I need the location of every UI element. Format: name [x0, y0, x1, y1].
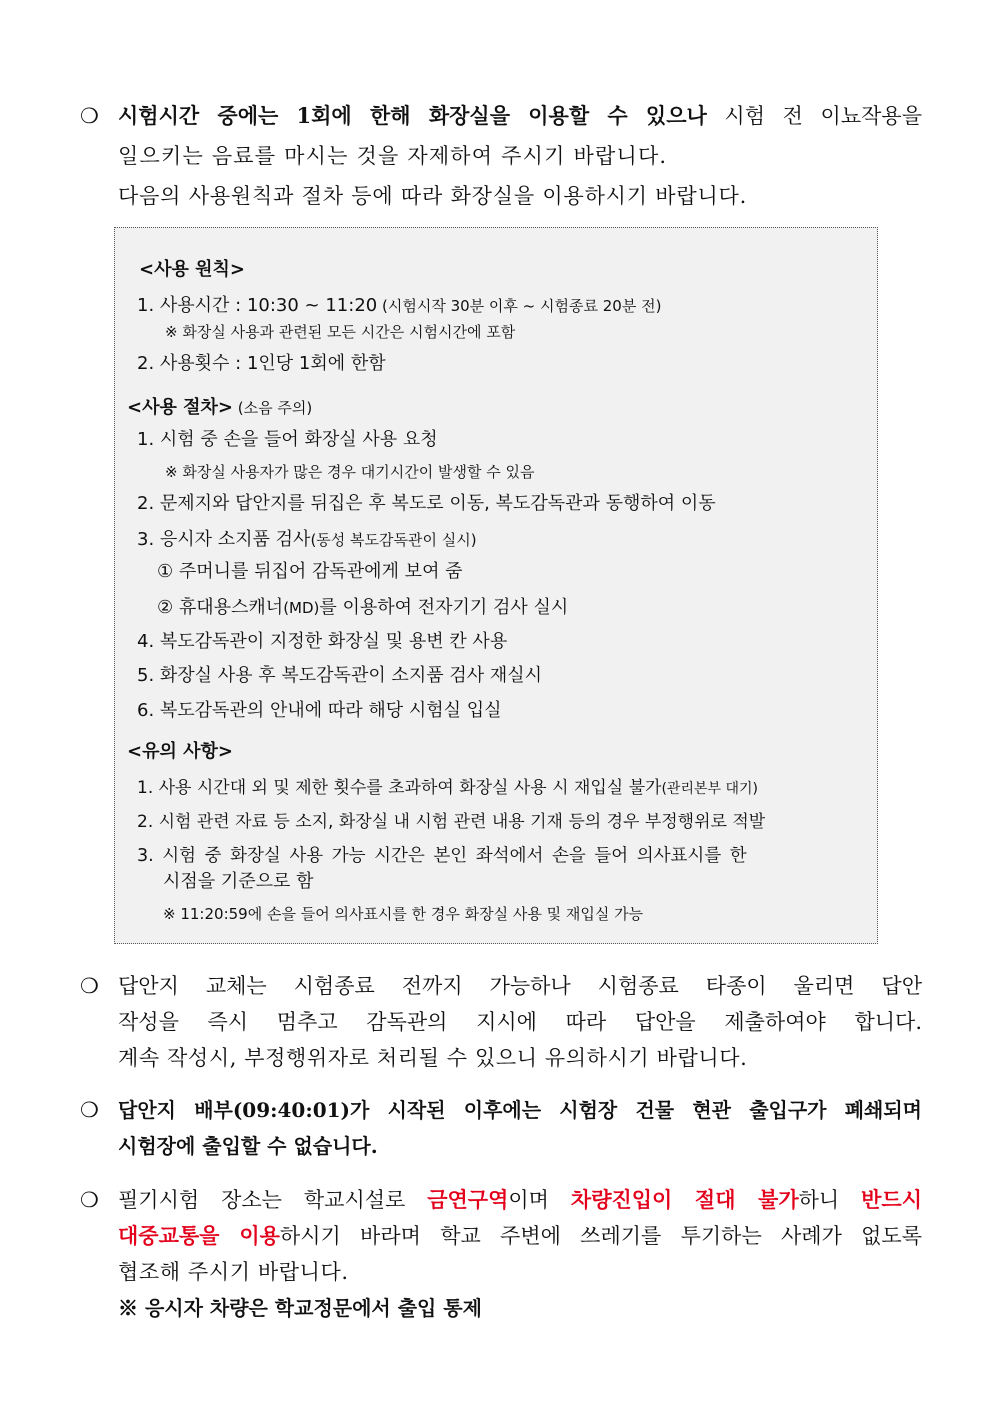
circle-bullet-icon: ❍: [80, 104, 99, 128]
procedure-item-3-main: 3. 응시자 소지품 검사: [137, 529, 311, 550]
restroom-notice-line-1-rest: 시험 전 이뇨작용을: [706, 104, 922, 128]
entrance-closure-section: [80, 1092, 922, 1168]
procedure-item-1-note: ※ 화장실 사용자가 많은 경우 대기시간이 발생할 수 있음: [165, 463, 535, 481]
restroom-notice-line-1: [118, 98, 922, 134]
restroom-notice-line-3: 다음의 사용원칙과 절차 등에 따라 화장실을 이용하시기 바랍니다.: [118, 184, 748, 208]
procedure-item-3-small: (동성 복도감독관이 실시): [310, 531, 477, 549]
procedure-item-2: 2. 문제지와 답안지를 뒤집은 후 복도로 이동, 복도감독관과 동행하여 이동: [137, 493, 716, 514]
venue-notice-line-2: [118, 1218, 922, 1254]
principle-item-2: 2. 사용횟수 : 1인당 1회에 한함: [137, 353, 386, 374]
caution-item-1: [137, 774, 758, 803]
venue-notice-line-2-rest: 하시기 바라며 학교 주변에 쓰레기를 투기하는 사례가 없도록: [279, 1224, 922, 1248]
circle-bullet-icon: ❍: [80, 1098, 99, 1122]
caution-item-1-small: (관리본부 대기): [661, 781, 758, 797]
caution-item-3-note: ※ 11:20:59에 손을 들어 의사표시를 한 경우 화장실 사용 및 재입실 가능: [163, 905, 644, 923]
vehicle-control-note: ※ 응시자 차량은 학교정문에서 출입 통제: [118, 1296, 482, 1320]
procedure-item-1: 1. 시험 중 손을 들어 화장실 사용 요청: [137, 429, 438, 450]
principle-heading: <사용 원칙>: [139, 259, 245, 280]
venue-notice-line-1-text-c: 하니: [798, 1188, 862, 1212]
no-vehicle-entry-emphasis: 차량진입이 절대 불가: [570, 1187, 799, 1212]
answer-sheet-line-3: 계속 작성시, 부정행위자로 처리될 수 있으니 유의하시기 바랍니다.: [118, 1046, 748, 1070]
circle-bullet-icon: ❍: [80, 1188, 99, 1212]
procedure-item-3b-pre: ② 휴대용스캐너: [157, 597, 284, 618]
no-smoking-zone-emphasis: 금연구역: [427, 1187, 509, 1212]
entrance-closure-line-1: 답안지 배부(09:40:01)가 시작된 이후에는 시험장 건물 현관 출입구가 폐쇄되며: [118, 1098, 922, 1122]
procedure-item-3: [137, 526, 477, 554]
restroom-notice-section: [80, 98, 922, 218]
circle-bullet-icon: ❍: [80, 974, 99, 998]
caution-item-1-main: 1. 사용 시간대 외 및 제한 횟수를 초과하여 화장실 사용 시 재입실 불가: [137, 778, 662, 798]
procedure-item-6: 6. 복도감독관의 안내에 따라 해당 시험실 입실: [137, 700, 502, 721]
procedure-heading-text: <사용 절차>: [127, 397, 233, 418]
venue-notice-line-1-text-a: 필기시험 장소는 학교시설로: [118, 1188, 428, 1212]
venue-notice-section: [80, 1182, 922, 1294]
procedure-item-3b: [157, 594, 568, 622]
answer-sheet-exchange-section: [80, 968, 922, 1080]
procedure-item-3b-post: 를 이용하여 전자기기 검사 실시: [319, 597, 569, 618]
procedure-item-3b-small: (MD): [283, 599, 320, 617]
principle-item-1-main: 1. 사용시간 : 10:30 ~ 11:20: [137, 295, 378, 316]
principle-item-1: [137, 292, 661, 320]
procedure-item-4: 4. 복도감독관이 지정한 화장실 및 용변 칸 사용: [137, 631, 508, 652]
principle-item-1-small: (시험시작 30분 이후 ~ 시험종료 20분 전): [377, 297, 662, 315]
venue-notice-line-3: 협조해 주시기 바랍니다.: [118, 1260, 349, 1284]
restroom-notice-bold-text: 시험시간 중에는 1회에 한해 화장실을 이용할 수 있으나: [118, 103, 707, 128]
public-transport-emphasis: 대중교통을 이용: [118, 1223, 280, 1248]
procedure-item-5: 5. 화장실 사용 후 복도감독관이 소지품 검사 재실시: [137, 665, 542, 686]
restroom-rules-box: [114, 227, 878, 944]
venue-notice-line-1: [118, 1182, 922, 1218]
answer-sheet-line-2: 작성을 즉시 멈추고 감독관의 지시에 따라 답안을 제출하여야 합니다.: [118, 1010, 922, 1034]
answer-sheet-line-1: 답안지 교체는 시험종료 전까지 가능하나 시험종료 타종이 울리면 답안: [118, 974, 922, 998]
must-emphasis: 반드시: [861, 1187, 922, 1212]
entrance-closure-line-2: 시험장에 출입할 수 없습니다.: [118, 1134, 378, 1158]
principle-item-1-note: ※ 화장실 사용과 관련된 모든 시간은 시험시간에 포함: [165, 323, 516, 341]
caution-heading: <유의 사항>: [127, 741, 233, 762]
caution-item-3-line-2: 시점을 기준으로 함: [163, 871, 314, 892]
caution-item-2: 2. 시험 관련 자료 등 소지, 화장실 내 시험 관련 내용 기재 등의 경우 부정행위로 적발: [137, 812, 766, 832]
procedure-heading: [127, 394, 312, 422]
procedure-heading-small: (소음 주의): [232, 399, 313, 417]
restroom-notice-line-2: 일으키는 음료를 마시는 것을 자제하여 주시기 바랍니다.: [118, 144, 668, 168]
caution-item-3-line-1: 3. 시험 중 화장실 사용 가능 시간은 본인 좌석에서 손을 들어 의사표시를 한: [137, 846, 747, 866]
procedure-item-3a: ① 주머니를 뒤집어 감독관에게 보여 줌: [157, 561, 463, 582]
venue-notice-line-1-text-b: 이며: [508, 1188, 571, 1212]
